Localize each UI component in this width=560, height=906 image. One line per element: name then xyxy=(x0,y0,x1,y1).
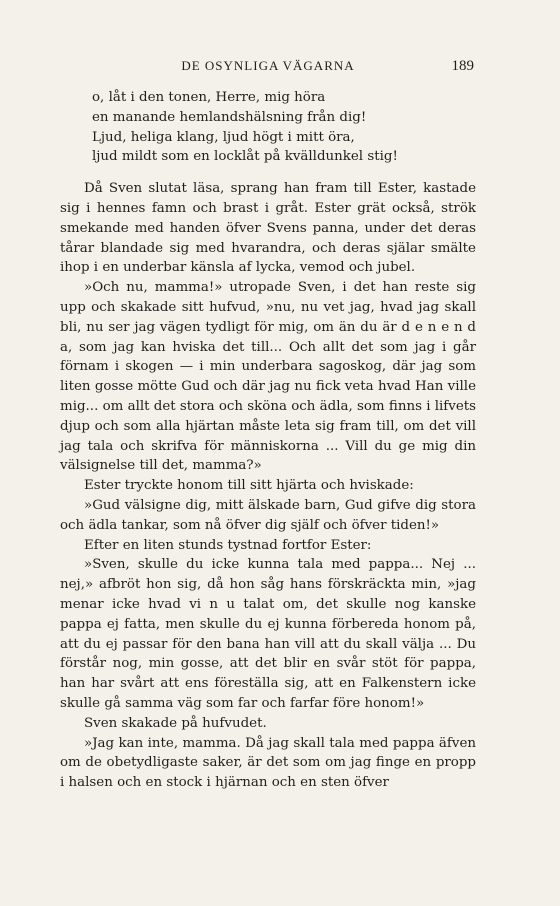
paragraph: »Jag kan inte, mamma. Då jag skall tala med pappa äfven om de obetydligaste saker, är det som om jag finge en propp i halsen och en stock i hjärnan och en sten öfver xyxy=(60,735,476,791)
paragraph: »Och nu, mamma!» utropade Sven, i det han reste sig upp och skakade sitt hufvud, »nu, nu vet jag, hvad jag skall bli, nu ser jag vägen tydligt för mig, om än du är d e n e n d a, som jag kan hviska det till... Och allt det som jag i går förnam i skogen — i min underbara sagoskog, där jag som liten gosse mötte Gud och där jag nu fick veta hvad Han ville mig... om allt det stora och sköna och ädla, som finns i lifvets djup och som alla hjärtan måste leta sig fram till, om det vill jag tala och skrifva för människorna ... Vill du ge mig din välsignelse till det, mamma?» xyxy=(60,280,476,474)
verse-line: Ljud, heliga klang, ljud högt i mitt öra, xyxy=(92,129,355,145)
verse-line: en manande hemlandshälsning från dig! xyxy=(92,109,367,125)
paragraph: Efter en liten stunds tystnad fortfor Ester: xyxy=(84,537,372,553)
paragraph: Sven skakade på hufvudet. xyxy=(84,715,267,731)
paragraph: Då Sven slutat läsa, sprang han fram till Ester, kastade sig i hennes famn och brast i gråt. Ester grät också, strök smekande med handen öfver Svens panna, under det deras tårar blandade sig med hvarandra, och deras själar smälte ihop i en underbar känsla af lycka, vemod och jubel. xyxy=(60,181,476,276)
verse-line: ljud mildt som en locklåt på kvälldunkel stig! xyxy=(92,149,398,165)
paragraph: »Gud välsigne dig, mitt älskade barn, Gud gifve dig stora och ädla tankar, som nå öfver dig själf och öfver tiden!» xyxy=(60,497,476,533)
page-header xyxy=(62,58,474,78)
paragraph: »Sven, skulle du icke kunna tala med pappa... Nej ... nej,» afbröt hon sig, då hon såg hans förskräckta min, »jag menar icke hvad vi n u talat om, det skulle nog kanske pappa ej fatta, men skulle du ej kunna förbereda honom på, att du ej passar för den bana han vill att du skall välja ... Du förstår nog, min gosse, att det blir en svår stöt för pappa, han har svårt att ens föreställa sig, att en Falkenstern icke skulle gå samma väg som far och farfar före honom!» xyxy=(60,557,476,711)
page-body xyxy=(60,88,476,793)
paragraph: Ester tryckte honom till sitt hjärta och hviskade: xyxy=(84,478,414,494)
running-head: DE OSYNLIGA VÄGARNA xyxy=(181,58,355,73)
verse-stanza xyxy=(92,88,476,167)
page-number: 189 xyxy=(451,58,474,74)
verse-line: o, låt i den tonen, Herre, mig höra xyxy=(92,90,326,105)
